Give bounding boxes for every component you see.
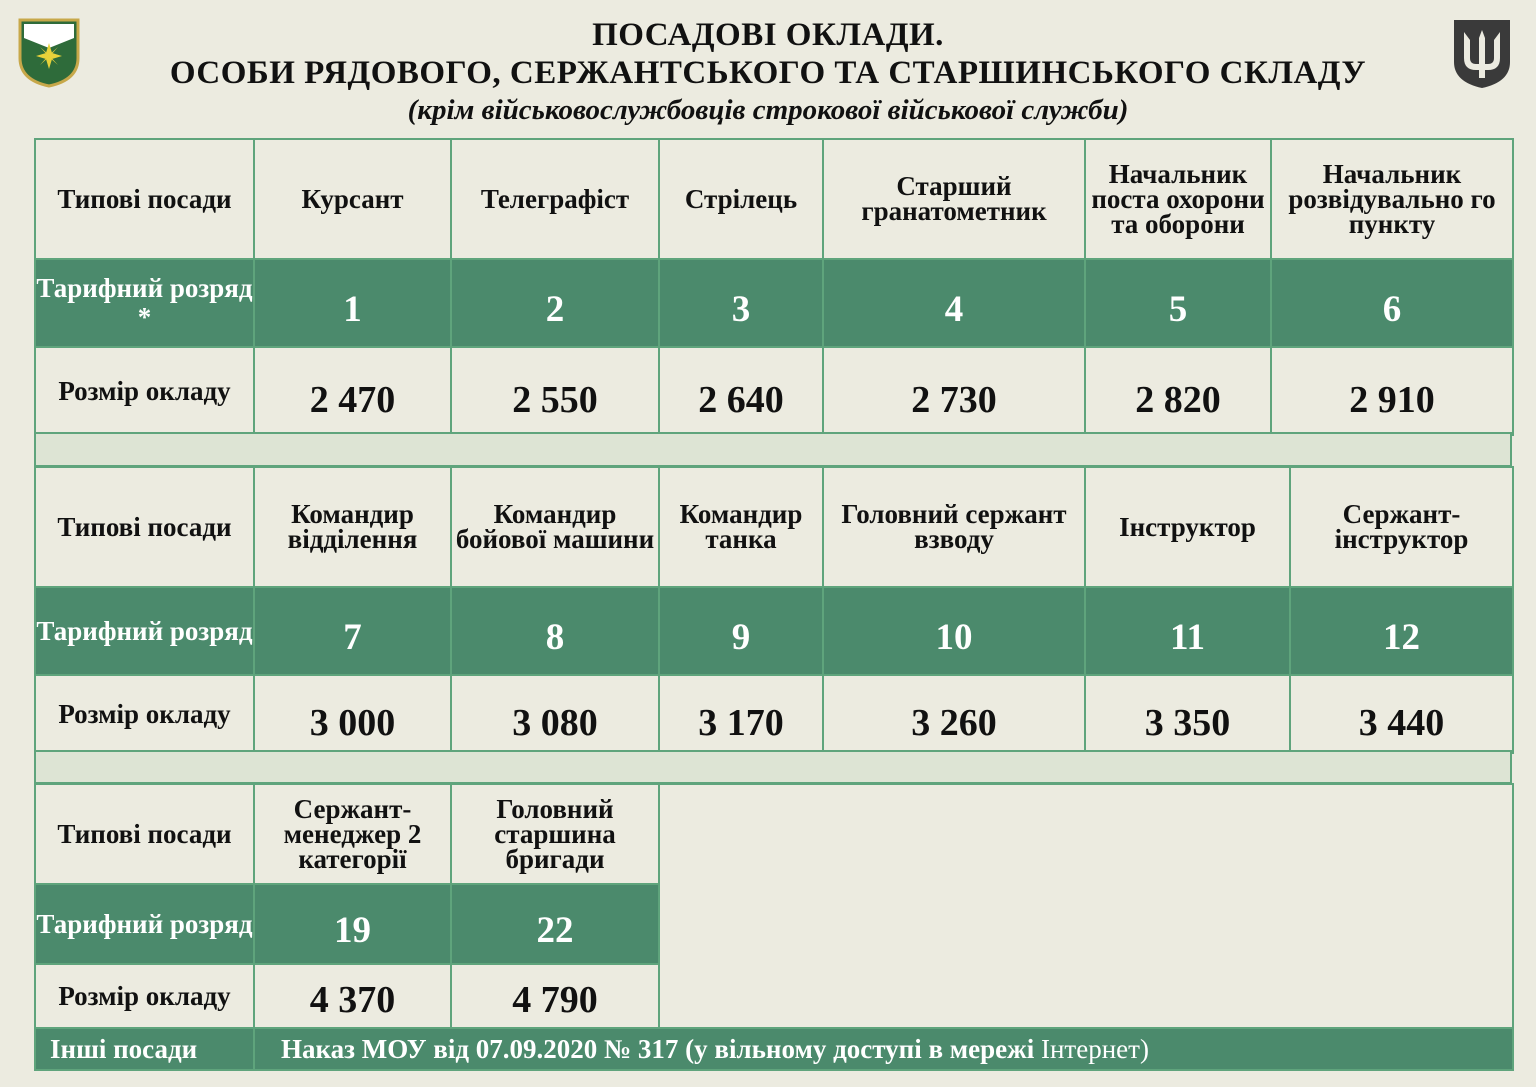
footer-text-main: Наказ МОУ від 07.09.2020 № 317 (у вільному доступі в мережі: [281, 1033, 1041, 1064]
grade-cell: 4: [823, 259, 1085, 347]
grade-cell: 6: [1271, 259, 1513, 347]
grade-cell: 1: [254, 259, 451, 347]
position-cell: Сержант-інструктор: [1290, 467, 1513, 587]
grade-cell: 3: [659, 259, 823, 347]
position-cell: Командир бойової машини: [451, 467, 659, 587]
grade-cell: 5: [1085, 259, 1271, 347]
section-divider: [34, 750, 1512, 784]
grade-cell: 8: [451, 587, 659, 675]
grade-cell: 7: [254, 587, 451, 675]
grade-cell: 2: [451, 259, 659, 347]
page-subtitle: (крім військовослужбовців строкової військової служби): [407, 94, 1129, 126]
positions-row: [35, 139, 1513, 259]
page-header: [0, 16, 1536, 128]
grade-cell: 11: [1085, 587, 1290, 675]
position-cell: Сержант-менеджер 2 категорії: [254, 784, 451, 884]
position-cell: Телеграфіст: [451, 139, 659, 259]
salary-cell: 2 550: [451, 347, 659, 435]
footer-text: [254, 1028, 1513, 1070]
position-cell: Начальник розвідувально го пункту: [1271, 139, 1513, 259]
position-cell: Начальник поста охорони та оборони: [1085, 139, 1271, 259]
salary-row: [35, 347, 1513, 435]
grade-label: Тарифний розряд *: [35, 259, 254, 347]
position-cell: Головний сержант взводу: [823, 467, 1085, 587]
position-cell: Інструктор: [1085, 467, 1290, 587]
footer-text-end: Інтернет): [1040, 1033, 1149, 1064]
salary-cell: 2 470: [254, 347, 451, 435]
grade-label: Тарифний розряд: [35, 587, 254, 675]
positions-row: [35, 784, 1513, 884]
footer-row: [35, 1028, 1513, 1070]
salary-label: Розмір окладу: [35, 675, 254, 753]
salary-cell: 2 820: [1085, 347, 1271, 435]
salary-label: Розмір окладу: [35, 347, 254, 435]
positions-label: Типові посади: [35, 139, 254, 259]
salary-cell: 2 730: [823, 347, 1085, 435]
salary-cell: 3 350: [1085, 675, 1290, 753]
grade-row: [35, 259, 1513, 347]
salary-cell: 3 000: [254, 675, 451, 753]
positions-row: [35, 467, 1513, 587]
grade-cell: 19: [254, 884, 451, 964]
position-cell: Стрілець: [659, 139, 823, 259]
grade-label: Тарифний розряд: [35, 884, 254, 964]
positions-label: Типові посади: [35, 784, 254, 884]
salary-cell: 2 910: [1271, 347, 1513, 435]
footer-label: Інші посади: [35, 1028, 254, 1070]
position-cell: Командир відділення: [254, 467, 451, 587]
page-title: ПОСАДОВІ ОКЛАДИ.: [592, 17, 944, 53]
grade-cell: 12: [1290, 587, 1513, 675]
positions-label: Типові посади: [35, 467, 254, 587]
salary-cell: 3 260: [823, 675, 1085, 753]
page-title-line2: ОСОБИ РЯДОВОГО, СЕРЖАНТСЬКОГО ТА СТАРШИНСЬКОГО СКЛАДУ: [169, 55, 1367, 91]
salary-label: Розмір окладу: [35, 964, 254, 1028]
position-cell: Командир танка: [659, 467, 823, 587]
salary-table-3: [34, 783, 1514, 1071]
salary-cell: 4 370: [254, 964, 451, 1028]
grade-cell: 9: [659, 587, 823, 675]
salary-cell: 3 170: [659, 675, 823, 753]
salary-table-1: [34, 138, 1514, 436]
salary-cell: 4 790: [451, 964, 659, 1028]
salary-cell: 3 440: [1290, 675, 1513, 753]
salary-row: [35, 675, 1513, 753]
salary-table-2: [34, 466, 1514, 754]
position-cell: Старший гранатометник: [823, 139, 1085, 259]
salary-cell: 2 640: [659, 347, 823, 435]
position-cell: Головний старшина бригади: [451, 784, 659, 884]
grade-cell: 22: [451, 884, 659, 964]
salary-cell: 3 080: [451, 675, 659, 753]
grade-cell: 10: [823, 587, 1085, 675]
position-cell: Курсант: [254, 139, 451, 259]
grade-row: [35, 587, 1513, 675]
section-divider: [34, 432, 1512, 467]
empty-area: [659, 784, 1513, 1028]
